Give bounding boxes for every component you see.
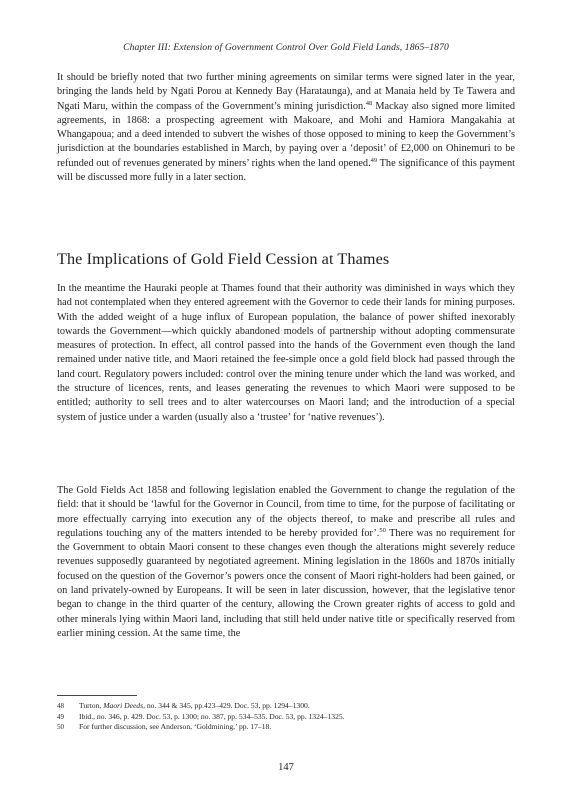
running-header: Chapter III: Extension of Government Control Over Gold Field Lands, 1865–1870 — [123, 42, 449, 53]
footnote-number: 49 — [57, 712, 64, 721]
paragraph-mining-agreements — [57, 71, 515, 185]
paragraph-text: It should be briefly noted that two further mining agreements on similar terms were signed later in the year, bringing the lands held by Ngati Porou at Kennedy Bay (Harataunga), and at Manaia held by Te Tawera and Ngati Maru, within the compass of the Government’s mining jurisdiction. — [57, 72, 515, 112]
paragraph-gold-fields-act — [57, 484, 515, 641]
footnote-text: Ibid., no. 346, p. 429. Doc. 53, p. 1300; no. 387, pp. 534–535. Doc. 53, pp. 1324–1325. — [79, 711, 345, 721]
footnote-title: Maori Deeds — [103, 701, 144, 710]
page-number: 147 — [278, 762, 294, 773]
footnote-text-part: Turton, — [79, 701, 104, 710]
footnote-ref[interactable]: 50 — [379, 526, 386, 534]
footnote-item — [57, 701, 517, 712]
footnote-text — [79, 701, 310, 712]
footnote-ref[interactable]: 49 — [370, 156, 378, 164]
paragraph-text: The Gold Fields Act 1858 and following legislation enabled the Government to change the regulation of the field: that it should be ‘lawful for the Governor in Council, from time to time, for the purpose of facilitating or more effectually carrying into execution any of the objects thereof, to make and prescribe all rules and regulations touching any of the matters intended to be hereby provided for’. — [57, 485, 515, 539]
footnote-item — [57, 722, 517, 733]
paragraph-text: There was no requirement for the Government to obtain Maori consent to these changes even though the alterations might severely reduce revenues supposedly guaranteed by negotiated agreement. Mining legislation in the 1860s and 1870s initially focused on the question of the Governor’s powers once the consent of Maori right-holders had been gained, or on land privately-owned by Europeans. It will be seen in later discussion, however, that the legislative tenor began to change in the third quarter of the century, allowing the Crown greater rights of access to gold and other minerals lying within Maori land, including that still held under native title or specifically reserved from earlier mining cession. At the same time, the — [57, 527, 515, 639]
footnote-text-part: , no. 344 & 345, pp.423–429. Doc. 53, pp. 1294–1300. — [143, 701, 310, 710]
paragraph-text: Mackay also signed more limited agreements, in 1868: a prospecting agreement with Makoare, and Mohi and Hamiora Mangakahia at Whangapoua; and a deed intended to subvert the wishes of those opposed to mining to keep the Government’s jurisdiction at the boundaries established in March, by paying over a ‘deposit’ of £2,000 on Ohinemuri to be refunded out of revenues generated by miners’ rights when the land opened. — [57, 100, 515, 169]
footnote-number: 50 — [57, 723, 64, 731]
footnote-divider — [57, 695, 137, 696]
footnote-text: For further discussion, see Anderson, ‘Goldmining,’ pp. 17–18. — [79, 722, 272, 731]
paragraph-hauraki-authority — [57, 282, 515, 425]
footnote-ref[interactable]: 48 — [365, 99, 373, 107]
paragraph-text: In the meantime the Hauraki people at Thames found that their authority was diminished in ways which they had not contemplated when they entered agreement with the Governor to cede their lands for mining purposes. With the added weight of a huge influx of European population, the balance of power shifted inexorably towards the Government—which quickly abandoned models of partnership without adopting commensurate measures of protection. In effect, all control passed into the hands of the Government even though the land remained under native title, and Maori retained the fee-simple once a gold field block had passed through the land court. Regulatory powers included: control over the mining tenure under which the land was worked, and the structure of licences, rents, and leases generating the revenues to which Maori were supposed to be entitled; authority to sell trees and to alter watercourses on Maori land; and the introduction of a special system of justice under a warden (usually also a ‘trustee’ for ‘native revenues’). — [57, 283, 515, 423]
paragraph-text: The significance of this payment will be discussed more fully in a later section. — [57, 157, 515, 184]
footnotes — [57, 701, 517, 733]
footnote-item — [57, 712, 517, 723]
footnote-number: 48 — [57, 702, 64, 710]
section-heading: The Implications of Gold Field Cession at Thames — [57, 250, 390, 268]
